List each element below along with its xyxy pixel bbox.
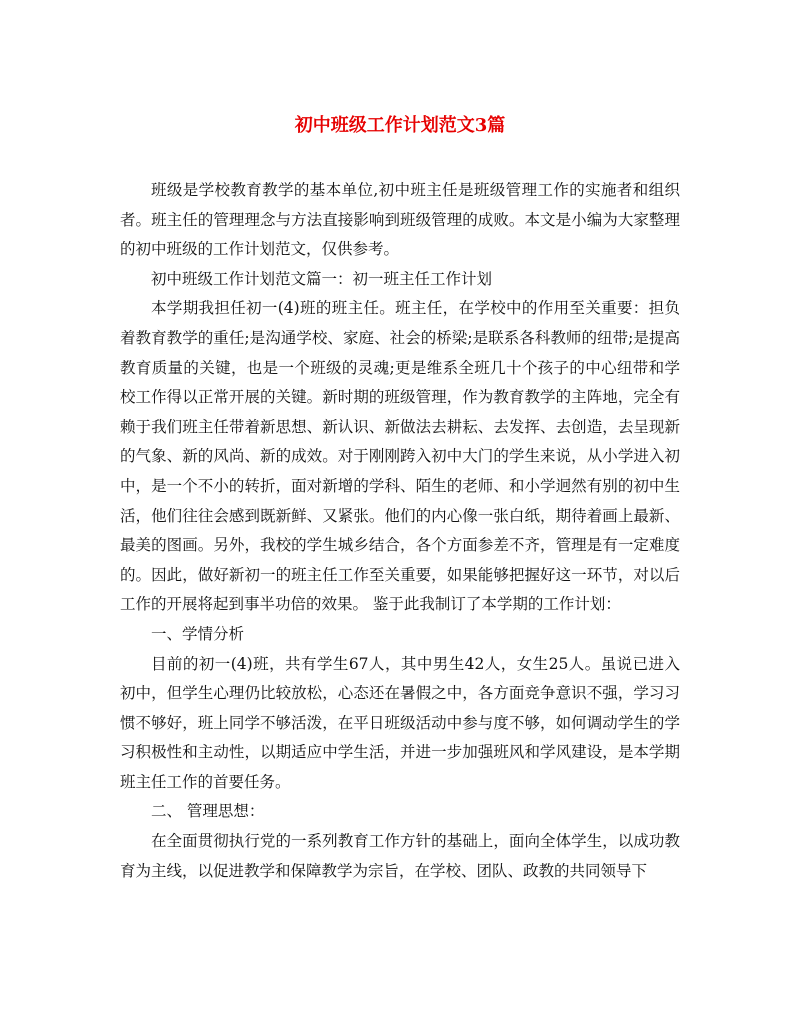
section-heading-part-one: 初中班级工作计划范文篇一：初一班主任工作计划 bbox=[151, 269, 493, 288]
body-paragraph: 在全面贯彻执行党的一系列教育工作方针的基础上，面向全体学生，以成功教育为主线，以促进教学和保障教学为宗旨，在学校、团队、政教的共同领导下 bbox=[120, 832, 680, 880]
section-heading-analysis: 一、学情分析 bbox=[151, 624, 245, 643]
intro-paragraph: 班级是学校教育教学的基本单位,初中班主任是班级管理工作的实施者和组织者。班主任的管理理念与方法直接影响到班级管理的成败。本文是小编为大家整理的初中班级的工作计划范文，仅供参考。 bbox=[120, 181, 680, 259]
body-paragraph: 本学期我担任初一(4)班的班主任。班主任，在学校中的作用至关重要：担负着教育教学的重任;是沟通学校、家庭、社会的桥梁;是联系各科教师的纽带;是提高教育质量的关键，也是一个班级的灵魂;更是维系全班几十个孩子的中心纽带和学校工作得以正常开展的关键。新时期的班级管理，作为教育教学的主阵地，完全有赖于我们班主任带着新思想、新认识、新做法去耕耘、去发挥、去创造，去呈现新的气象、新的风尚、新的成效。对于刚刚跨入初中大门的学生来说，从小学进入初中，是一个不小的转折，面对新增的学科、陌生的老师、和小学迥然有别的初中生活，他们往往会感到既新鲜、又紧张。他们的内心像一张白纸，期待着画上最新、最美的图画。另外，我校的学生城乡结合，各个方面参差不齐，管理是有一定难度的。因此，做好新初一的班主任工作至关重要，如果能够把握好这一环节，对以后工作的开展将起到事半功倍的效果。 鉴于此我制订了本学期的工作计划： bbox=[120, 299, 680, 614]
section-heading-philosophy: 二、 管理思想： bbox=[151, 802, 265, 821]
document-body bbox=[120, 176, 680, 886]
document-title: 初中班级工作计划范文3篇 bbox=[294, 115, 506, 136]
body-paragraph: 目前的初一(4)班，共有学生67人，其中男生42人，女生25人。虽说已进入初中，但学生心理仍比较放松，心态还在暑假之中，各方面竞争意识不强，学习习惯不够好，班上同学不够活泼，在平日班级活动中参与度不够，如何调动学生的学习积极性和主动性，以期适应中学生活，并进一步加强班风和学风建设，是本学期班主任工作的首要任务。 bbox=[120, 654, 680, 791]
